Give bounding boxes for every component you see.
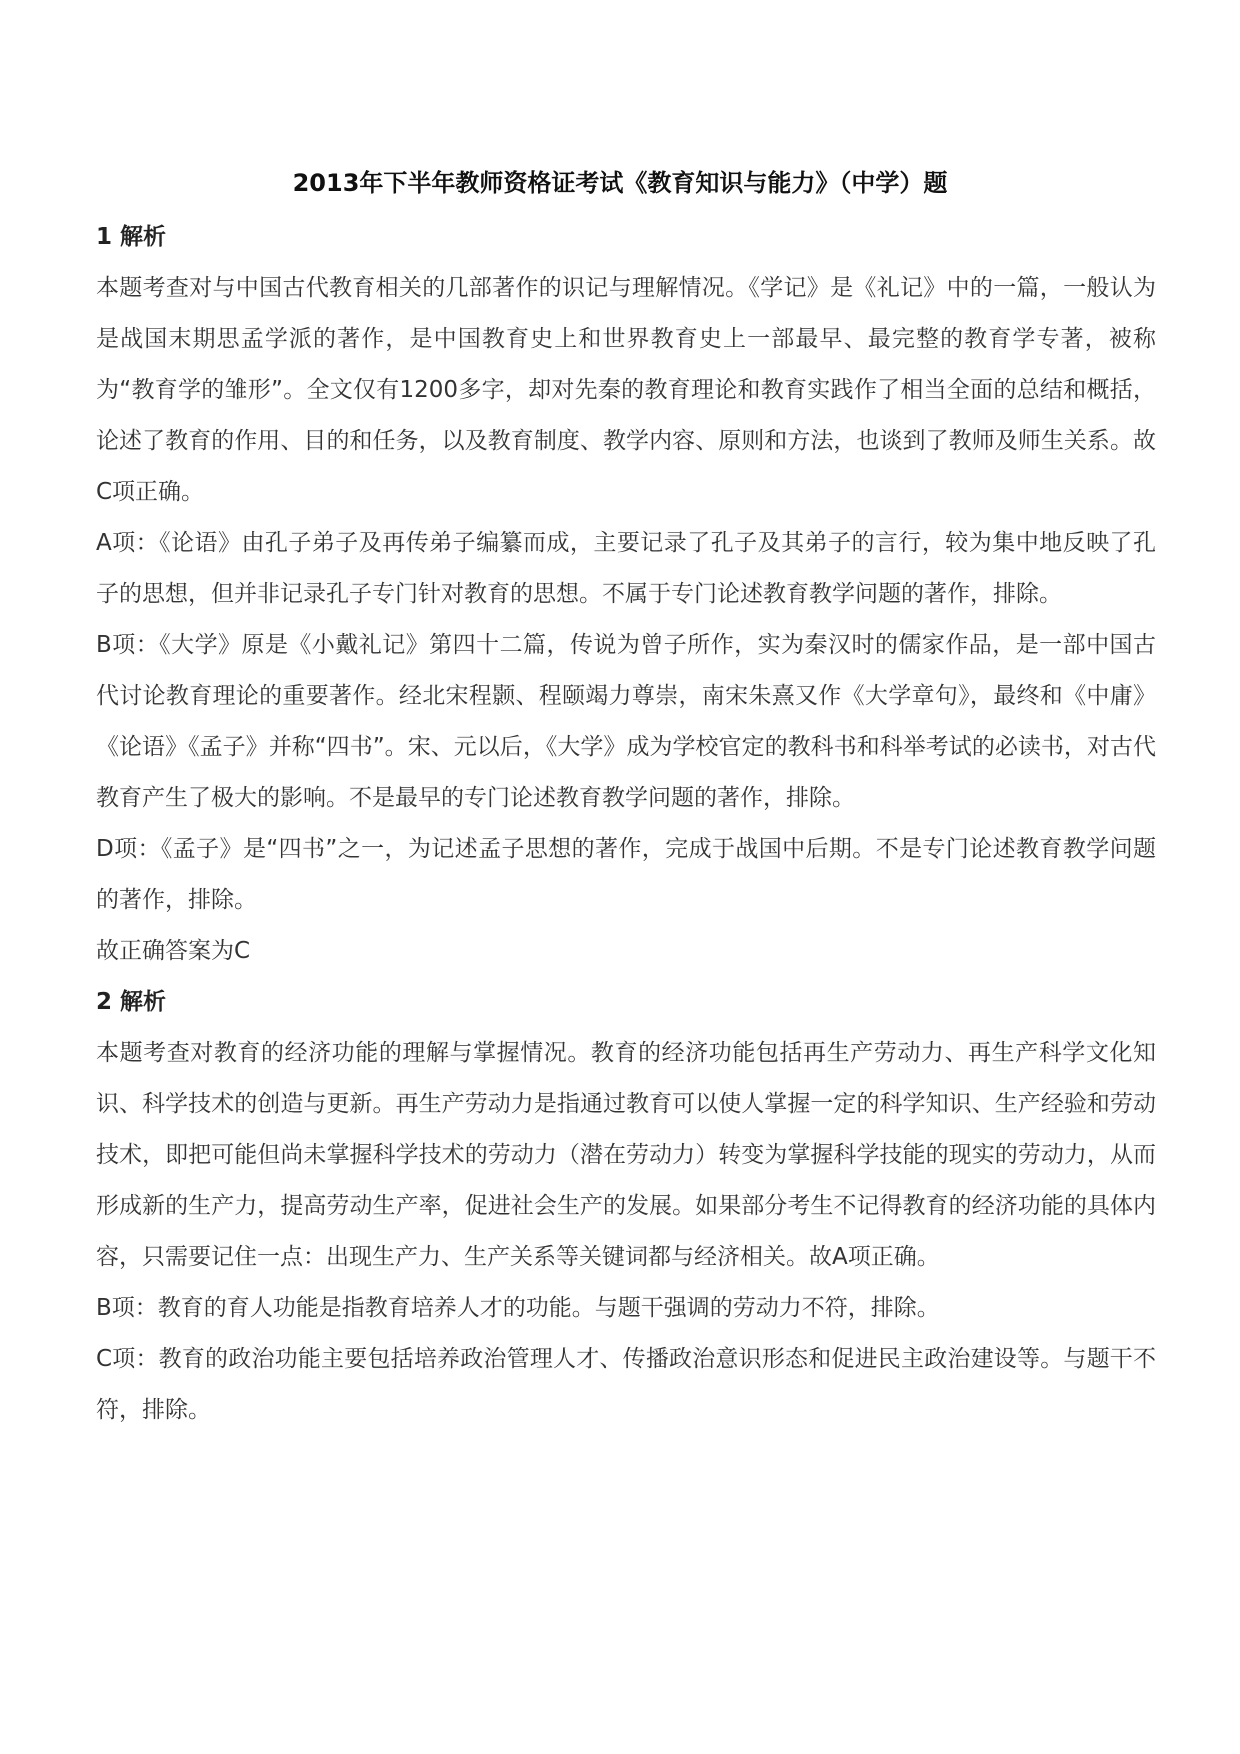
document-body — [96, 212, 1156, 1436]
paragraph: C项：教育的政治功能主要包括培养政治管理人才、传播政治意识形态和促进民主政治建设等。与题干不符，排除。 — [96, 1346, 1156, 1423]
section-2 — [96, 977, 1156, 1436]
paragraph: B项：教育的育人功能是指教育培养人才的功能。与题干强调的劳动力不符，排除。 — [96, 1295, 940, 1321]
section-heading: 2 解析 — [96, 989, 167, 1015]
answer-line: 故正确答案为C — [96, 938, 251, 964]
document-title: 2013年下半年教师资格证考试《教育知识与能力》（中学）题 — [292, 169, 948, 197]
section-heading: 1 解析 — [96, 224, 167, 250]
paragraph: 本题考查对教育的经济功能的理解与掌握情况。教育的经济功能包括再生产劳动力、再生产科学文化知识、科学技术的创造与更新。再生产劳动力是指通过教育可以使人掌握一定的科学知识、生产经验和劳动技术，即把可能但尚未掌握科学技术的劳动力（潜在劳动力）转变为掌握科学技能的现实的劳动力，从而形成新的生产力，提高劳动生产率，促进社会生产的发展。如果部分考生不记得教育的经济功能的具体内容，只需要记住一点：出现生产力、生产关系等关键词都与经济相关。故A项正确。 — [96, 1040, 1156, 1270]
paragraph: 本题考查对与中国古代教育相关的几部著作的识记与理解情况。《学记》是《礼记》中的一篇，一般认为是战国末期思孟学派的著作，是中国教育史上和世界教育史上一部最早、最完整的教育学专著，被称为“教育学的雏形”。全文仅有1200多字，却对先秦的教育理论和教育实践作了相当全面的总结和概括，论述了教育的作用、目的和任务，以及教育制度、教学内容、原则和方法，也谈到了教师及师生关系。故C项正确。 — [96, 275, 1156, 505]
paragraph: B项：《大学》原是《小戴礼记》第四十二篇，传说为曾子所作，实为秦汉时的儒家作品，是一部中国古代讨论教育理论的重要著作。经北宋程颢、程颐竭力尊崇，南宋朱熹又作《大学章句》，最终和《中庸》《论语》《孟子》并称“四书”。宋、元以后，《大学》成为学校官定的教科书和科举考试的必读书，对古代教育产生了极大的影响。不是最早的专门论述教育教学问题的著作，排除。 — [96, 632, 1156, 811]
paragraph: A项：《论语》由孔子弟子及再传弟子编纂而成，主要记录了孔子及其弟子的言行，较为集中地反映了孔子的思想，但并非记录孔子专门针对教育的思想。不属于专门论述教育教学问题的著作，排除。 — [96, 530, 1156, 607]
section-1 — [96, 212, 1156, 977]
paragraph: D项：《孟子》是“四书”之一，为记述孟子思想的著作，完成于战国中后期。不是专门论述教育教学问题的著作，排除。 — [96, 836, 1156, 913]
